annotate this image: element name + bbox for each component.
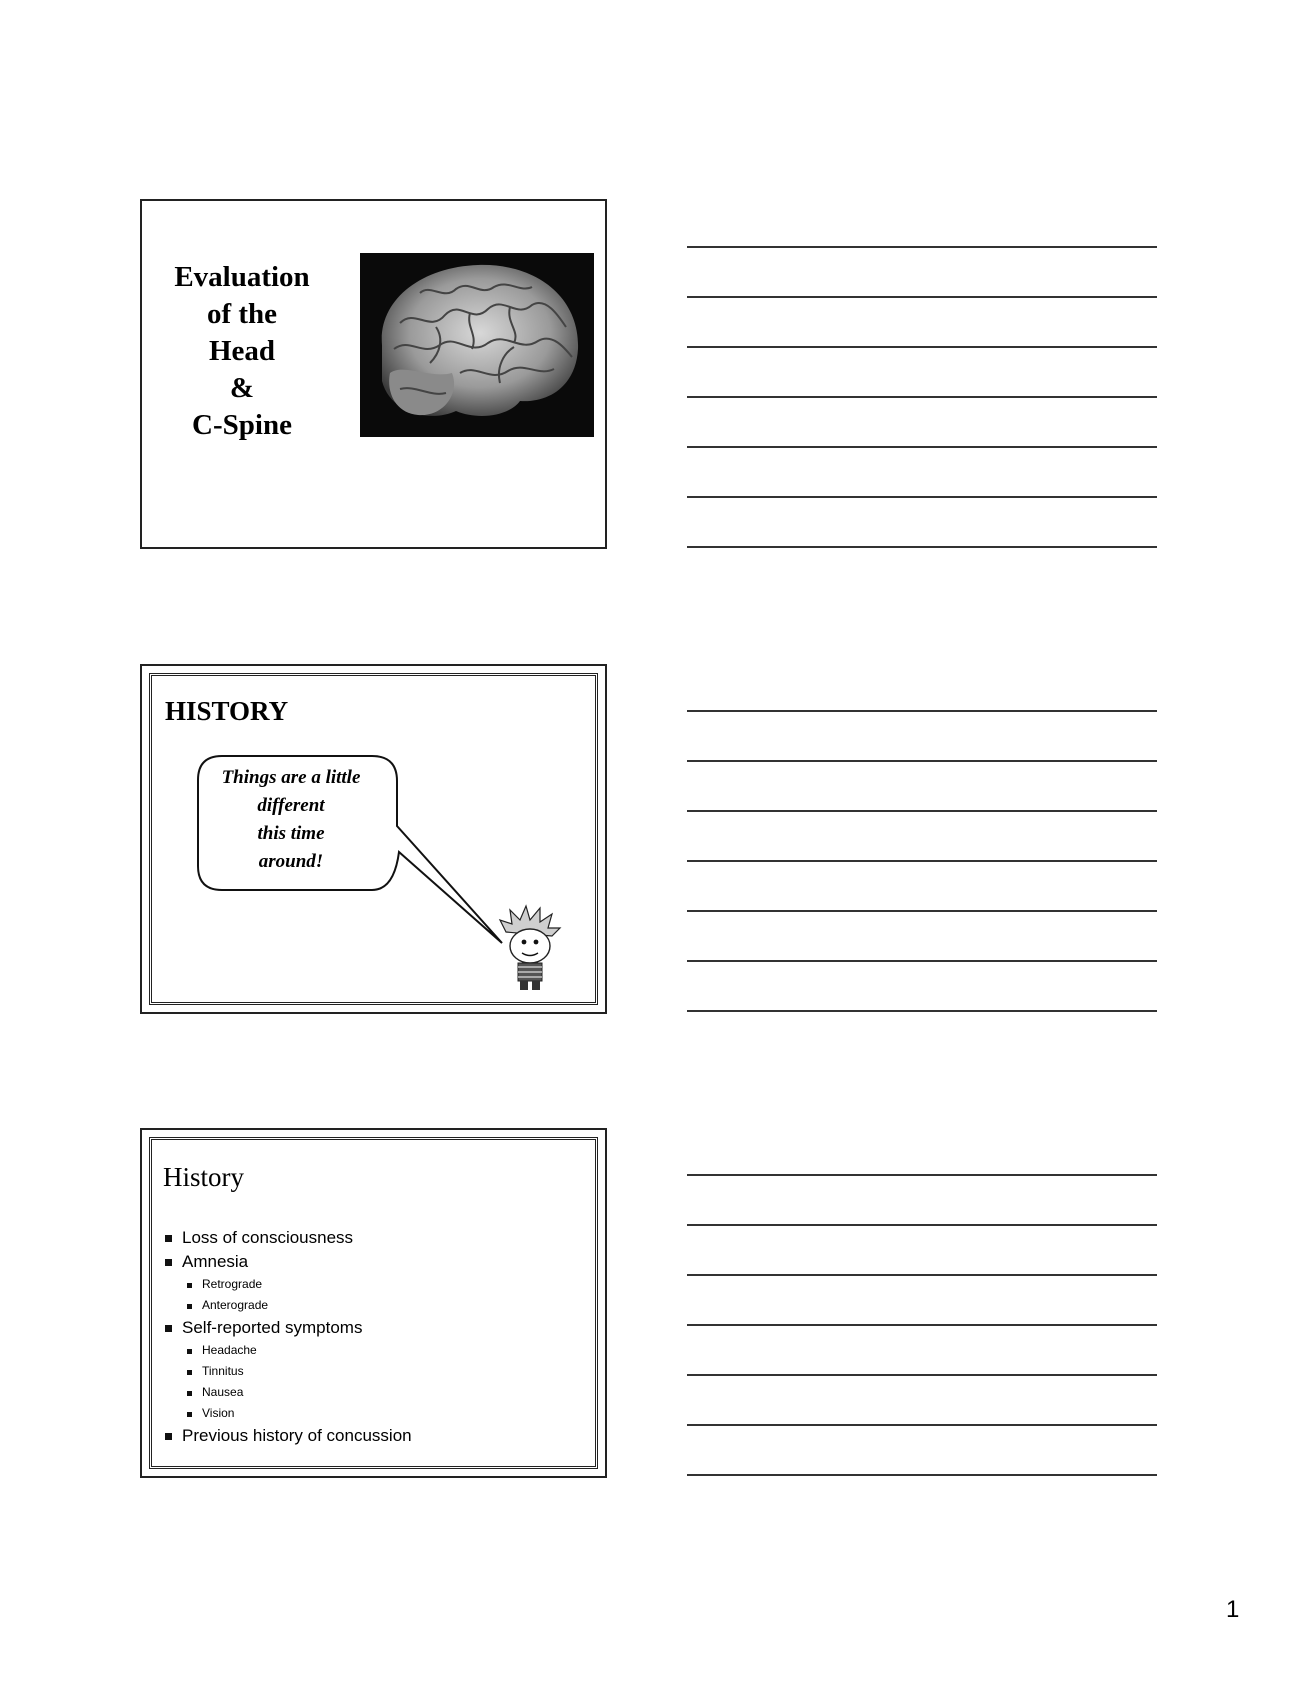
- list-item: Self-reported symptoms: [164, 1316, 412, 1340]
- note-line: [687, 296, 1157, 298]
- note-line: [687, 760, 1157, 762]
- list-item: Vision: [164, 1403, 412, 1424]
- speech-text: Things are a little different this time around!: [221, 767, 361, 872]
- note-line: [687, 1424, 1157, 1426]
- note-line: [687, 1224, 1157, 1226]
- slide-3: [140, 1128, 607, 1478]
- note-line: [687, 1374, 1157, 1376]
- note-line: [687, 1274, 1157, 1276]
- slide-3-title: History: [163, 1162, 244, 1192]
- page-number: 1: [1226, 1596, 1240, 1623]
- slide-1-title: Evaluation of the Head & C-Spine: [174, 261, 310, 441]
- slide-2: [140, 664, 607, 1014]
- note-line: [687, 960, 1157, 962]
- list-item: Loss of consciousness: [164, 1226, 412, 1250]
- cartoon-boy-image: [496, 902, 566, 992]
- list-item: Retrograde: [164, 1274, 412, 1295]
- list-item: Amnesia: [164, 1250, 412, 1274]
- note-line: [687, 246, 1157, 248]
- note-line: [687, 546, 1157, 548]
- brain-image: [360, 253, 594, 437]
- bullet-list: [164, 1226, 412, 1448]
- note-line: [687, 1324, 1157, 1326]
- list-item: Nausea: [164, 1382, 412, 1403]
- note-line: [687, 1010, 1157, 1012]
- list-item: Anterograde: [164, 1295, 412, 1316]
- list-item: Tinnitus: [164, 1361, 412, 1382]
- slide-1: [140, 199, 607, 549]
- note-line: [687, 860, 1157, 862]
- slide-2-title: HISTORY: [165, 696, 289, 726]
- list-item: Headache: [164, 1340, 412, 1361]
- note-line: [687, 1474, 1157, 1476]
- note-line: [687, 496, 1157, 498]
- note-line: [687, 346, 1157, 348]
- note-line: [687, 810, 1157, 812]
- note-line: [687, 710, 1157, 712]
- note-line: [687, 910, 1157, 912]
- note-line: [687, 1174, 1157, 1176]
- list-item: Previous history of concussion: [164, 1424, 412, 1448]
- note-line: [687, 396, 1157, 398]
- note-line: [687, 446, 1157, 448]
